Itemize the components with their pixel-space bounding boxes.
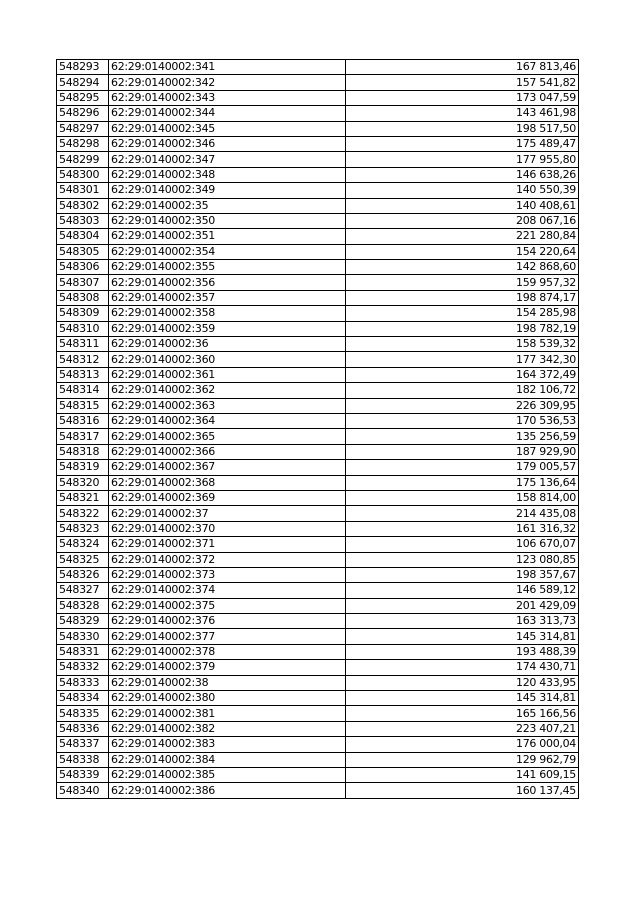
cadastral-number: 62:29:0140002:356 [109, 275, 346, 290]
cadastral-value: 123 080,85 [346, 552, 579, 567]
row-number: 548331 [57, 644, 109, 659]
table-row [57, 275, 579, 290]
table-row [57, 506, 579, 521]
row-number: 548329 [57, 614, 109, 629]
row-number: 548332 [57, 660, 109, 675]
row-number: 548325 [57, 552, 109, 567]
cadastral-value: 201 429,09 [346, 598, 579, 613]
table-row [57, 629, 579, 644]
table-row [57, 490, 579, 505]
row-number: 548316 [57, 413, 109, 428]
row-number: 548314 [57, 383, 109, 398]
cadastral-value: 161 316,32 [346, 521, 579, 536]
row-number: 548324 [57, 537, 109, 552]
cadastral-number: 62:29:0140002:364 [109, 413, 346, 428]
table-row [57, 767, 579, 782]
cadastral-number: 62:29:0140002:369 [109, 490, 346, 505]
row-number: 548327 [57, 583, 109, 598]
cadastral-value: 223 407,21 [346, 721, 579, 736]
cadastral-number: 62:29:0140002:361 [109, 367, 346, 382]
cadastral-value: 193 488,39 [346, 644, 579, 659]
cadastral-value: 154 220,64 [346, 244, 579, 259]
cadastral-value: 198 874,17 [346, 290, 579, 305]
cadastral-value: 208 067,16 [346, 213, 579, 228]
table-row [57, 121, 579, 136]
cadastral-value: 182 106,72 [346, 383, 579, 398]
cadastral-number: 62:29:0140002:376 [109, 614, 346, 629]
row-number: 548307 [57, 275, 109, 290]
cadastral-value: 198 357,67 [346, 567, 579, 582]
cadastral-number: 62:29:0140002:363 [109, 398, 346, 413]
cadastral-number: 62:29:0140002:365 [109, 429, 346, 444]
cadastral-number: 62:29:0140002:359 [109, 321, 346, 336]
table-row [57, 290, 579, 305]
cadastral-number: 62:29:0140002:381 [109, 706, 346, 721]
table-row [57, 413, 579, 428]
row-number: 548326 [57, 567, 109, 582]
table-row [57, 706, 579, 721]
cadastral-number: 62:29:0140002:378 [109, 644, 346, 659]
cadastral-value: 146 589,12 [346, 583, 579, 598]
cadastral-number: 62:29:0140002:350 [109, 213, 346, 228]
row-number: 548335 [57, 706, 109, 721]
cadastral-number: 62:29:0140002:35 [109, 198, 346, 213]
row-number: 548322 [57, 506, 109, 521]
table-row [57, 136, 579, 151]
table-row [57, 352, 579, 367]
table-row [57, 183, 579, 198]
row-number: 548311 [57, 337, 109, 352]
cadastral-number: 62:29:0140002:344 [109, 106, 346, 121]
row-number: 548302 [57, 198, 109, 213]
cadastral-number: 62:29:0140002:362 [109, 383, 346, 398]
row-number: 548334 [57, 691, 109, 706]
row-number: 548315 [57, 398, 109, 413]
cadastral-number: 62:29:0140002:354 [109, 244, 346, 259]
table-row [57, 460, 579, 475]
table-row [57, 644, 579, 659]
cadastral-number: 62:29:0140002:360 [109, 352, 346, 367]
cadastral-value: 175 136,64 [346, 475, 579, 490]
table-row [57, 213, 579, 228]
table-row [57, 90, 579, 105]
table-row [57, 691, 579, 706]
cadastral-value: 164 372,49 [346, 367, 579, 382]
cadastral-value: 174 430,71 [346, 660, 579, 675]
cadastral-number: 62:29:0140002:36 [109, 337, 346, 352]
table-row [57, 75, 579, 90]
cadastral-value: 143 461,98 [346, 106, 579, 121]
row-number: 548338 [57, 752, 109, 767]
row-number: 548330 [57, 629, 109, 644]
cadastral-number: 62:29:0140002:366 [109, 444, 346, 459]
table-row [57, 260, 579, 275]
table-row [57, 306, 579, 321]
cadastral-number: 62:29:0140002:377 [109, 629, 346, 644]
table-row [57, 583, 579, 598]
cadastral-number: 62:29:0140002:38 [109, 675, 346, 690]
row-number: 548310 [57, 321, 109, 336]
table-row [57, 598, 579, 613]
table-row [57, 721, 579, 736]
table-row [57, 783, 579, 798]
cadastral-number: 62:29:0140002:368 [109, 475, 346, 490]
cadastral-value: 146 638,26 [346, 167, 579, 182]
cadastral-number: 62:29:0140002:374 [109, 583, 346, 598]
cadastral-number: 62:29:0140002:380 [109, 691, 346, 706]
cadastral-value: 170 536,53 [346, 413, 579, 428]
cadastral-number: 62:29:0140002:37 [109, 506, 346, 521]
cadastral-number: 62:29:0140002:348 [109, 167, 346, 182]
cadastral-number: 62:29:0140002:386 [109, 783, 346, 798]
row-number: 548320 [57, 475, 109, 490]
cadastral-value: 106 670,07 [346, 537, 579, 552]
row-number: 548336 [57, 721, 109, 736]
cadastral-value: 176 000,04 [346, 737, 579, 752]
table-row [57, 537, 579, 552]
cadastral-value: 163 313,73 [346, 614, 579, 629]
cadastral-value: 177 342,30 [346, 352, 579, 367]
row-number: 548319 [57, 460, 109, 475]
row-number: 548339 [57, 767, 109, 782]
cadastral-value: 187 929,90 [346, 444, 579, 459]
row-number: 548340 [57, 783, 109, 798]
table-row [57, 614, 579, 629]
table-row [57, 521, 579, 536]
table-row [57, 321, 579, 336]
cadastral-number: 62:29:0140002:382 [109, 721, 346, 736]
cadastral-number: 62:29:0140002:345 [109, 121, 346, 136]
cadastral-number: 62:29:0140002:346 [109, 136, 346, 151]
table-row [57, 675, 579, 690]
cadastral-number: 62:29:0140002:341 [109, 60, 346, 75]
cadastral-value: 165 166,56 [346, 706, 579, 721]
row-number: 548295 [57, 90, 109, 105]
cadastral-value: 179 005,57 [346, 460, 579, 475]
cadastral-value: 120 433,95 [346, 675, 579, 690]
cadastral-value: 158 539,32 [346, 337, 579, 352]
cadastral-value: 135 256,59 [346, 429, 579, 444]
cadastral-number: 62:29:0140002:351 [109, 229, 346, 244]
table-row [57, 552, 579, 567]
row-number: 548299 [57, 152, 109, 167]
cadastral-number: 62:29:0140002:349 [109, 183, 346, 198]
row-number: 548301 [57, 183, 109, 198]
table-row [57, 398, 579, 413]
cadastral-value: 154 285,98 [346, 306, 579, 321]
cadastral-number: 62:29:0140002:358 [109, 306, 346, 321]
cadastral-value: 158 814,00 [346, 490, 579, 505]
cadastral-value: 221 280,84 [346, 229, 579, 244]
cadastral-number: 62:29:0140002:347 [109, 152, 346, 167]
cadastral-number: 62:29:0140002:383 [109, 737, 346, 752]
table-row [57, 167, 579, 182]
cadastral-number: 62:29:0140002:370 [109, 521, 346, 536]
cadastral-value: 175 489,47 [346, 136, 579, 151]
row-number: 548294 [57, 75, 109, 90]
cadastral-number: 62:29:0140002:384 [109, 752, 346, 767]
cadastral-number: 62:29:0140002:355 [109, 260, 346, 275]
cadastral-value: 157 541,82 [346, 75, 579, 90]
cadastral-number: 62:29:0140002:343 [109, 90, 346, 105]
row-number: 548309 [57, 306, 109, 321]
cadastral-value: 141 609,15 [346, 767, 579, 782]
cadastral-value: 214 435,08 [346, 506, 579, 521]
row-number: 548337 [57, 737, 109, 752]
cadastral-value: 145 314,81 [346, 691, 579, 706]
row-number: 548312 [57, 352, 109, 367]
cadastral-value: 198 517,50 [346, 121, 579, 136]
row-number: 548293 [57, 60, 109, 75]
cadastral-value: 142 868,60 [346, 260, 579, 275]
row-number: 548308 [57, 290, 109, 305]
row-number: 548313 [57, 367, 109, 382]
row-number: 548304 [57, 229, 109, 244]
cadastral-number: 62:29:0140002:373 [109, 567, 346, 582]
table-row [57, 337, 579, 352]
cadastral-number: 62:29:0140002:375 [109, 598, 346, 613]
table-row [57, 60, 579, 75]
cadastral-number: 62:29:0140002:342 [109, 75, 346, 90]
table-row [57, 475, 579, 490]
cadastral-value: 198 782,19 [346, 321, 579, 336]
cadastral-value: 159 957,32 [346, 275, 579, 290]
table-row [57, 737, 579, 752]
cadastral-value: 160 137,45 [346, 783, 579, 798]
cadastral-value-table [56, 59, 579, 799]
cadastral-value: 140 408,61 [346, 198, 579, 213]
row-number: 548328 [57, 598, 109, 613]
table-row [57, 429, 579, 444]
row-number: 548300 [57, 167, 109, 182]
table-row [57, 383, 579, 398]
cadastral-number: 62:29:0140002:385 [109, 767, 346, 782]
table-row [57, 106, 579, 121]
cadastral-value: 226 309,95 [346, 398, 579, 413]
table-body [57, 60, 579, 799]
row-number: 548296 [57, 106, 109, 121]
cadastral-value: 173 047,59 [346, 90, 579, 105]
cadastral-number: 62:29:0140002:367 [109, 460, 346, 475]
table-row [57, 244, 579, 259]
row-number: 548297 [57, 121, 109, 136]
table-row [57, 752, 579, 767]
row-number: 548305 [57, 244, 109, 259]
cadastral-value: 167 813,46 [346, 60, 579, 75]
row-number: 548323 [57, 521, 109, 536]
cadastral-value: 129 962,79 [346, 752, 579, 767]
table-row [57, 567, 579, 582]
row-number: 548306 [57, 260, 109, 275]
table-row [57, 229, 579, 244]
table-row [57, 367, 579, 382]
cadastral-number: 62:29:0140002:357 [109, 290, 346, 305]
table-row [57, 198, 579, 213]
row-number: 548321 [57, 490, 109, 505]
row-number: 548318 [57, 444, 109, 459]
table-row [57, 660, 579, 675]
row-number: 548333 [57, 675, 109, 690]
row-number: 548298 [57, 136, 109, 151]
cadastral-value: 140 550,39 [346, 183, 579, 198]
cadastral-value: 145 314,81 [346, 629, 579, 644]
row-number: 548317 [57, 429, 109, 444]
cadastral-number: 62:29:0140002:371 [109, 537, 346, 552]
cadastral-number: 62:29:0140002:372 [109, 552, 346, 567]
cadastral-number: 62:29:0140002:379 [109, 660, 346, 675]
table-row [57, 444, 579, 459]
table-row [57, 152, 579, 167]
row-number: 548303 [57, 213, 109, 228]
cadastral-value: 177 955,80 [346, 152, 579, 167]
